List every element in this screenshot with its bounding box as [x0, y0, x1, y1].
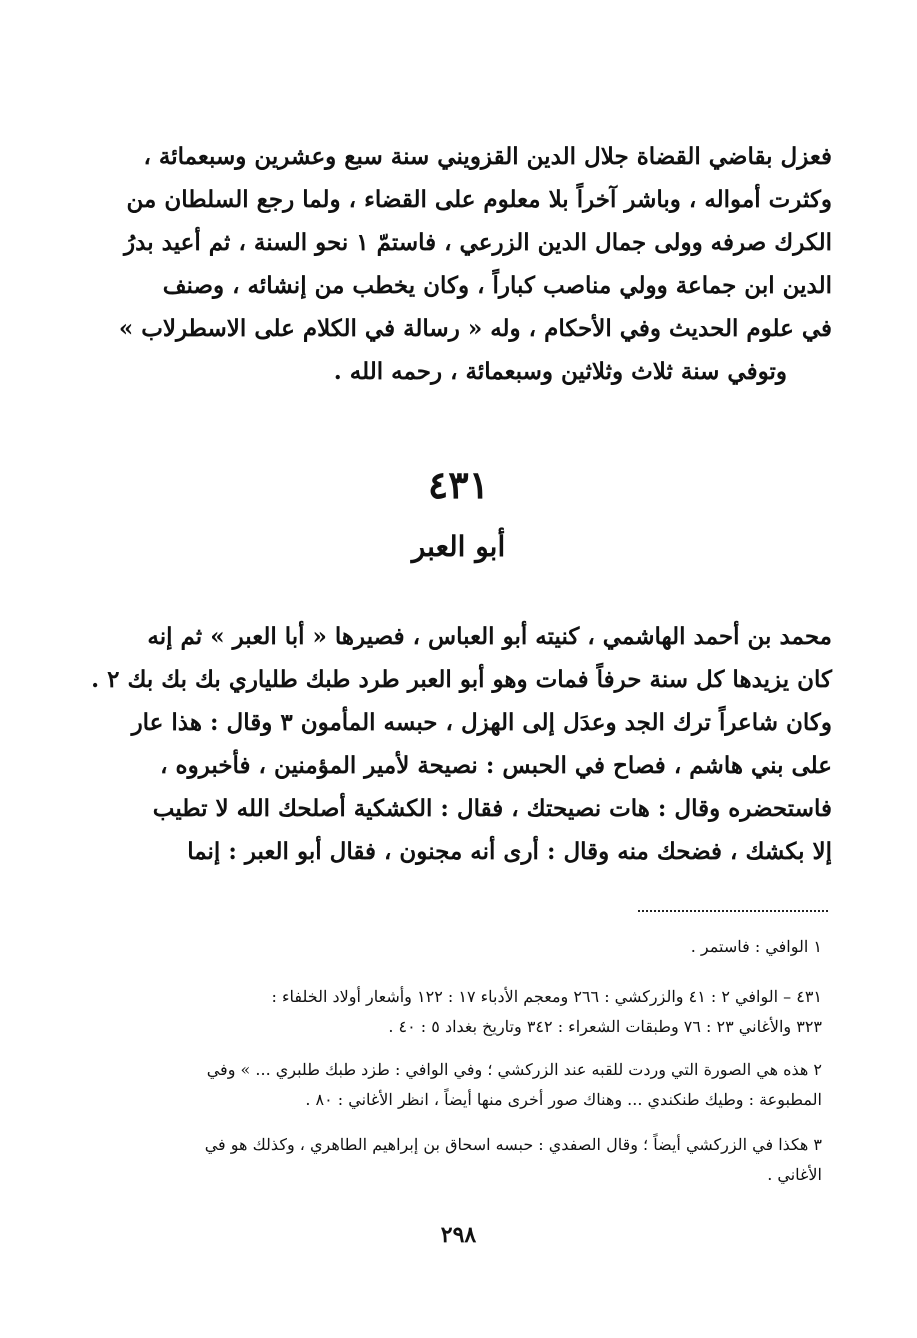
- entry-title: أبو العبر: [411, 530, 506, 563]
- footnote-sources-line-2: ٣٢٣ والأغاني ٢٣ : ٧٦ وطبقات الشعراء : ٣٤٢ وتاريخ بغداد ٥ : ٤٠ .: [388, 1017, 822, 1036]
- page-number: ٢٩٨: [440, 1222, 477, 1248]
- footnote-3-line-2: الأغاني .: [767, 1165, 822, 1184]
- main-paragraph-line-5: فاستحضره وقال : هات نصيحتك ، فقال : الكشكية أصلحك الله لا تطيب: [152, 795, 832, 822]
- top-paragraph-line-6: وتوفي سنة ثلاث وثلاثين وسبعمائة ، رحمه الله .: [333, 358, 787, 385]
- top-paragraph-line-1: فعزل بقاضي القضاة جلال الدين القزويني سنة سبع وعشرين وسبعمائة ،: [143, 143, 832, 170]
- main-paragraph-line-3: وكان شاعراً ترك الجد وعدَل إلى الهزل ، حبسه المأمون ٣ وقال : هذا عار: [131, 709, 832, 736]
- footnote-2-line-1: ٢ هذه هي الصورة التي وردت للقبه عند الزركشي ؛ وفي الوافي : طزد طبك طلبري ... » وفي: [206, 1060, 822, 1079]
- entry-number: ٤٣١: [427, 462, 490, 507]
- footnote-divider: [638, 910, 828, 912]
- top-paragraph-line-4: الدين ابن جماعة وولي مناصب كباراً ، وكان يخطب من إنشائه ، وصنف: [162, 272, 832, 299]
- footnote-sources-line-1: ٤٣١ – الوافي ٢ : ٤١ والزركشي : ٢٦٦ ومعجم الأدباء ١٧ : ١٢٢ وأشعار أولاد الخلفاء :: [271, 987, 822, 1006]
- main-paragraph-line-1: محمد بن أحمد الهاشمي ، كنيته أبو العباس ، فصيرها « أبا العبر » ثم إنه: [147, 623, 832, 650]
- footnote-2-line-2: المطبوعة : وطيك طنكندي ... وهناك صور أخرى منها أيضاً ، انظر الأغاني : ٨٠ .: [305, 1090, 822, 1109]
- main-paragraph-line-6: إلا بكشك ، فضحك منه وقال : أرى أنه مجنون ، فقال أبو العبر : إنما: [187, 838, 832, 865]
- main-paragraph-line-4: على بني هاشم ، فصاح في الحبس : نصيحة لأمير المؤمنين ، فأخبروه ،: [160, 752, 832, 779]
- footnote-1: ١ الوافي : فاستمر .: [690, 937, 822, 956]
- top-paragraph-line-3: الكرك صرفه وولى جمال الدين الزرعي ، فاستمّ ١ نحو السنة ، ثم أعيد بدرُ: [124, 229, 832, 256]
- top-paragraph-line-5: في علوم الحديث وفي الأحكام ، وله « رسالة في الكلام على الاسطرلاب »: [118, 315, 832, 342]
- main-paragraph-line-2: كان يزيدها كل سنة حرفاً فمات وهو أبو العبر طرد طبك طلياري بك بك بك ٢ .: [91, 666, 832, 693]
- footnote-3-line-1: ٣ هكذا في الزركشي أيضاً ؛ وقال الصفدي : حبسه اسحاق بن إبراهيم الطاهري ، وكذلك هو في: [204, 1135, 822, 1154]
- top-paragraph-line-2: وكثرت أمواله ، وباشر آخراً بلا معلوم على القضاء ، ولما رجع السلطان من: [126, 186, 832, 213]
